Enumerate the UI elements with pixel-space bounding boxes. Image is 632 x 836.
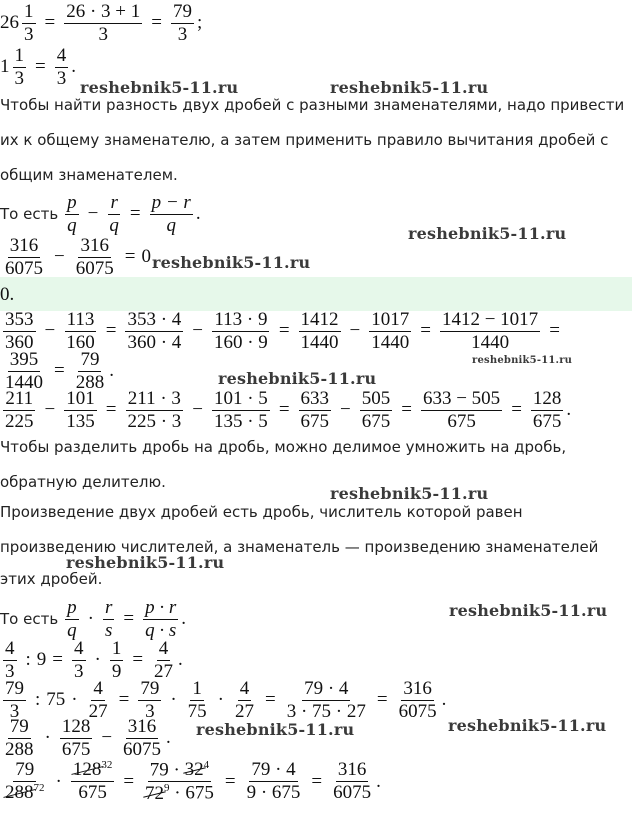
watermark: reshebnik5-11.ru xyxy=(448,716,607,735)
equation-cancellation: $\frac{79}{288^{72}}$ · $\frac{128^{32}}{675}$ = $\frac{79 \cdot 32^4}{72^9 \cdot 675}$ = $\frac{79 \cdot 4}{9 \cdot 675}$ = $\frac{316}{6075}$ . xyxy=(5,759,381,804)
watermark: reshebnik5-11.ru xyxy=(330,484,489,503)
watermark: reshebnik5-11.ru xyxy=(152,253,311,272)
product-formula: То есть $\frac{p}{q}$ · $\frac{r}{s}$ = $\frac{p \cdot r}{q \cdot s}$ . xyxy=(0,597,187,641)
equation-4-3-div-9: $\frac{4}{3}$ : 9 = $\frac{4}{3}$ · $\frac{1}{9}$ = $\frac{4}{27}$ . xyxy=(5,638,183,682)
watermark: reshebnik5-11.ru xyxy=(449,601,608,620)
text-subtraction-rule-3: общим знаменателем. xyxy=(0,166,178,184)
text-product-rule-1: Произведение двух дробей есть дробь, числитель которой равен xyxy=(0,503,523,521)
watermark: reshebnik5-11.ru xyxy=(330,78,489,97)
answer-zero: 0. xyxy=(0,284,15,305)
equation-353-minus-113: $\frac{353}{360}$ − $\frac{113}{160}$ = $\frac{353 \cdot 4}{360 \cdot 4}$ − $\frac{113 \cdot 9}{160 \cdot 9}$ = $\frac{1412}{1440}$ − $\frac{1017}{1440}$ = $\frac{1412 - 1017}{1440}$ = xyxy=(5,309,560,353)
watermark: reshebnik5-11.ru xyxy=(196,720,355,739)
text-subtraction-rule-1: Чтобы найти разность двух дробей с разными знаменателями, надо привести xyxy=(0,96,625,114)
equation-316-minus-316: $\frac{316}{6075}$ − $\frac{316}{6075}$ = 0 xyxy=(5,235,151,279)
text-division-rule-2: обратную делителю. xyxy=(0,473,166,491)
text-subtraction-rule-2: их к общему знаменателю, а затем применить правило вычитания дробей с xyxy=(0,131,609,149)
subtraction-formula: То есть $\frac{p}{q}$ − $\frac{r}{q}$ = $\frac{p - r}{q}$ . xyxy=(0,192,201,236)
equation-211-minus-101: $\frac{211}{225}$ − $\frac{101}{135}$ = $\frac{211 \cdot 3}{225 \cdot 3}$ − $\frac{101 \cdot 5}{135 \cdot 5}$ = $\frac{633}{675}$ − $\frac{505}{675}$ = $\frac{633 - 505}{675}$ = $\frac{128}{675}$ . xyxy=(5,388,572,432)
text-product-rule-3: этих дробей. xyxy=(0,570,103,588)
text-division-rule-1: Чтобы разделить дробь на дробь, можно делимое умножить на дробь, xyxy=(0,438,567,456)
watermark: reshebnik5-11.ru xyxy=(66,553,225,572)
equation-mixed-1: 1 $\frac{1}{3}$ = $\frac{4}{3}$ . xyxy=(0,45,76,89)
text-product-rule-2: произведению числителей, а знаменатель — произведению знаменателей xyxy=(0,538,599,556)
equation-mixed-26: 26 $\frac{1}{3}$ = $\frac{26 \cdot 3 + 1}{3}$ = $\frac{79}{3}$ ; xyxy=(0,1,203,45)
watermark: reshebnik5-11.ru xyxy=(80,78,239,97)
equation-79-3-div-75: $\frac{79}{3}$ : 75 · $\frac{4}{27}$ = $\frac{79}{3}$ · $\frac{1}{75}$ · $\frac{4}{27}$ = $\frac{79 \cdot 4}{3 \cdot 75 \cdot 27}$ = $\frac{316}{6075}$ . xyxy=(5,678,447,722)
equation-395-over-1440: $\frac{395}{1440}$ = $\frac{79}{288}$ . xyxy=(5,349,114,393)
watermark: reshebnik5-11.ru xyxy=(408,224,567,243)
watermark: reshebnik5-11.ru xyxy=(472,355,573,366)
answer-band xyxy=(0,277,632,311)
watermark: reshebnik5-11.ru xyxy=(218,369,377,388)
equation-79-288-times-128-675: $\frac{79}{288}$ · $\frac{128}{675}$ − $\frac{316}{6075}$ . xyxy=(5,716,171,760)
